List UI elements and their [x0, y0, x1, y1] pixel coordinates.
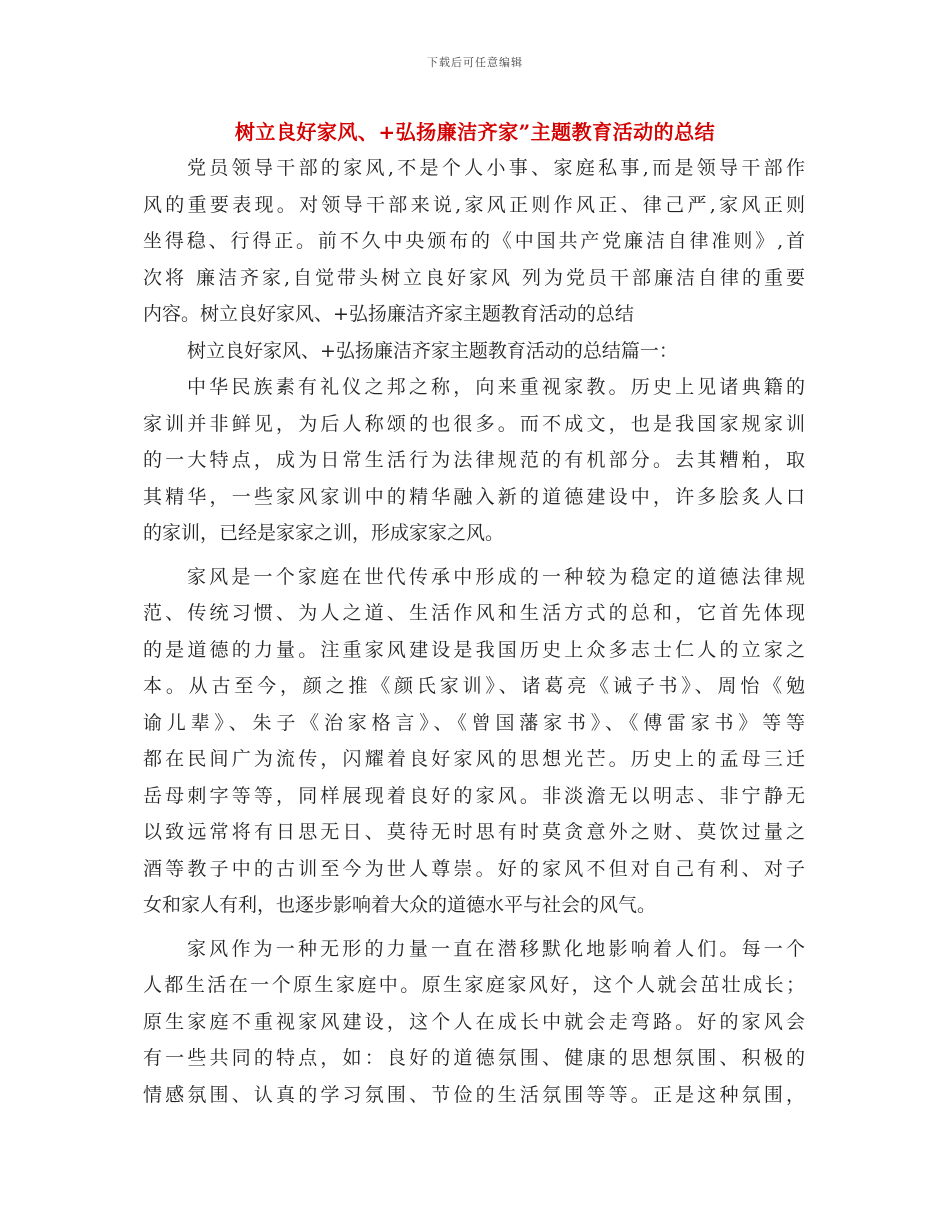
- text-line: 人都生活在一个原生家庭中。原生家庭家风好，这个人就会茁壮成长；: [143, 974, 805, 996]
- text-line: 的是道德的力量。注重家风建设是我国历史上众多志士仁人的立家之: [143, 638, 805, 661]
- text-line: 党员领导干部的家风,不是个人小事、家庭私事,而是领导干部作: [187, 157, 805, 179]
- document-title: 树立良好家风、+弘扬廉洁齐家”主题教育活动的总结: [234, 120, 716, 144]
- text-line: 家训并非鲜见，为后人称颂的也很多。而不成文，也是我国家规家训: [143, 412, 805, 435]
- text-line: 范、传统习惯、为人之道、生活作风和生活方式的总和，它首先体现: [143, 602, 805, 624]
- text-line: 风的重要表现。对领导干部来说,家风正则作风正、律己严,家风正则: [143, 193, 805, 216]
- text-line: 有一些共同的特点，如：良好的道德氛围、健康的思想氛围、积极的: [143, 1047, 805, 1069]
- text-line: 本。从古至今，颜之推《颜氏家训》、诸葛亮《诫子书》、周怡《勉: [143, 675, 805, 697]
- text-line: 内容。树立良好家风、+弘扬廉洁齐家主题教育活动的总结: [143, 303, 634, 325]
- text-line: 都在民间广为流传，闪耀着良好家风的思想光芒。历史上的孟母三迁: [143, 748, 805, 770]
- text-line: 坐得稳、行得正。前不久中央颁布的《中国共产党廉洁自律准则》,首: [143, 230, 805, 252]
- text-line: 原生家庭不重视家风建设，这个人在成长中就会走弯路。好的家风会: [143, 1010, 805, 1033]
- document-body: [143, 150, 805, 1113]
- text-line: 中华民族素有礼仪之邦之称，向来重视家教。历史上见诸典籍的: [187, 376, 805, 398]
- text-line: 酒等教子中的古训至今为世人尊崇。好的家风不但对自己有利、对子: [143, 857, 805, 880]
- text-line: 次将 廉洁齐家,自觉带头树立良好家风 列为党员干部廉洁自律的重要: [143, 266, 805, 289]
- text-line: 女和家人有利，也逐步影响着大众的道德水平与社会的风气。: [143, 894, 657, 916]
- section-heading: 树立良好家风、+弘扬廉洁齐家主题教育活动的总结篇一：: [187, 339, 678, 362]
- text-line: 家风是一个家庭在世代传承中形成的一种较为稳定的道德法律规: [187, 565, 805, 588]
- text-line: 其精华，一些家风家训中的精华融入新的道德建设中，许多脍炙人口: [143, 485, 805, 508]
- text-line: 以致远常将有日思无日、莫待无时思有时莫贪意外之财、莫饮过量之: [143, 821, 805, 843]
- text-line: 岳母刺字等等，同样展现着良好的家风。非淡澹无以明志、非宁静无: [143, 784, 805, 807]
- text-line: 家风作为一种无形的力量一直在潜移默化地影响着人们。每一个: [187, 937, 805, 960]
- page-header: 下载后可任意编辑: [427, 56, 523, 69]
- text-line: 谕儿辈》、朱子《治家格言》、《曾国藩家书》、《傅雷家书》等等: [143, 711, 805, 734]
- text-line: 的一大特点，成为日常生活行为法律规范的有机部分。去其糟粕，取: [143, 449, 805, 471]
- text-line: 的家训，已经是家家之训，形成家家之风。: [143, 522, 505, 544]
- text-line: 情感氛围、认真的学习氛围、节俭的生活氛围等等。正是这种氛围，: [143, 1083, 805, 1106]
